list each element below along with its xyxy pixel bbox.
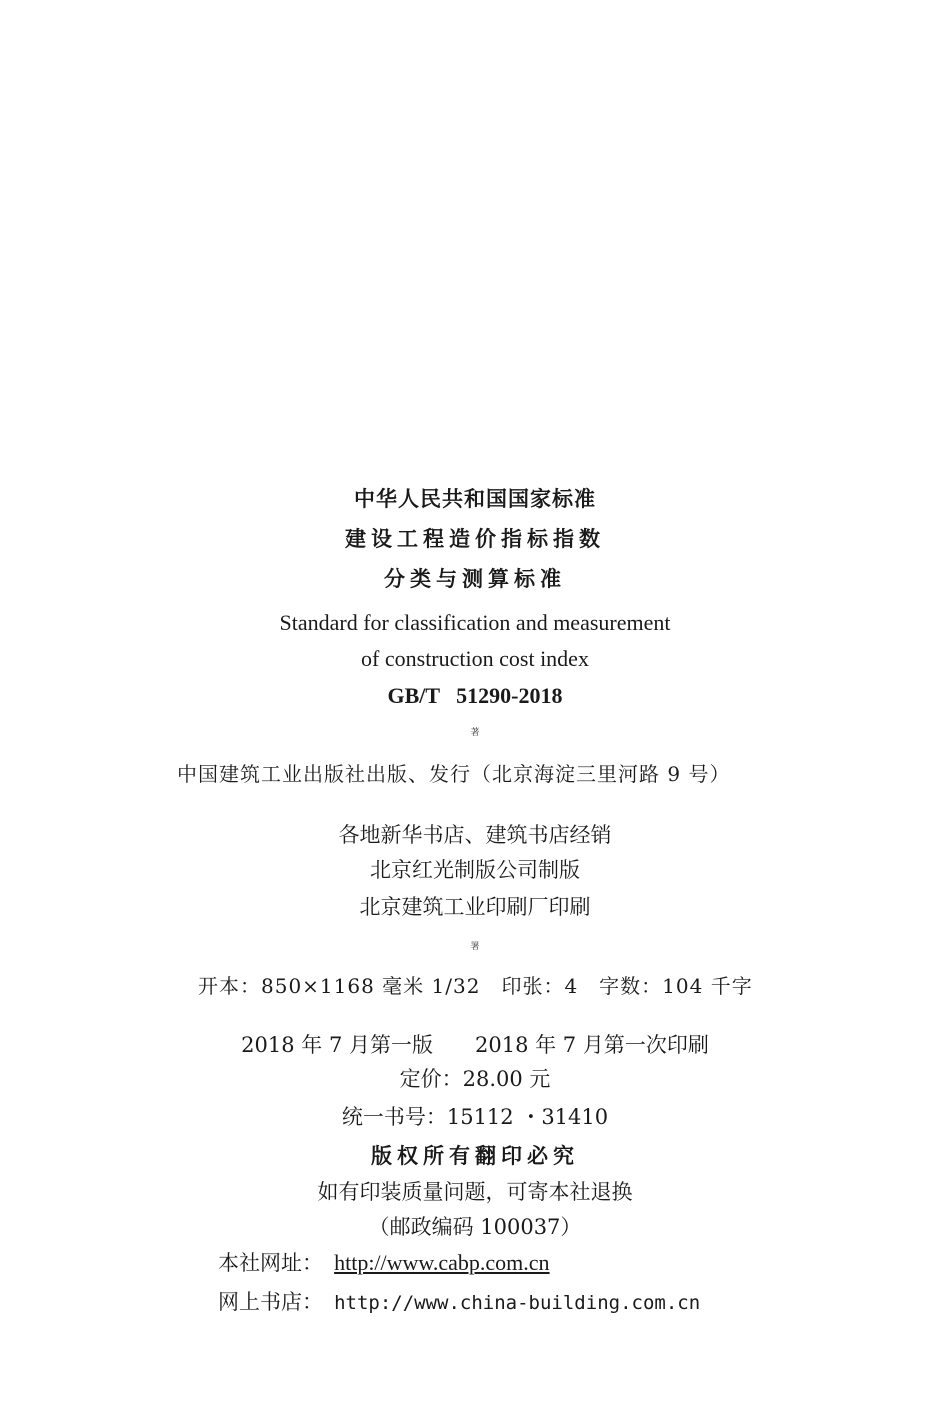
english-title-line2: of construction cost index <box>361 646 589 671</box>
standard-title-line1: 建设工程造价指标指数 <box>345 527 605 551</box>
website-link[interactable]: http://www.cabp.com.cn <box>334 1250 550 1275</box>
standard-category-title: 中华人民共和国国家标准 <box>354 487 596 511</box>
online-shop-url[interactable]: http://www.china-building.com.cn <box>334 1292 701 1314</box>
separator-mark-2: 署 <box>470 942 480 952</box>
price-line: 定价：28.00 元 <box>399 1067 551 1091</box>
standard-code: GB/T 51290-2018 <box>387 683 563 708</box>
standard-title-line2: 分类与测算标准 <box>384 567 566 591</box>
edition-line: 2018 年 7 月第一版 2018 年 7 月第一次印刷 <box>241 1033 709 1057</box>
publisher-line: 中国建筑工业出版社出版、发行（北京海淀三里河路 9 号） <box>177 762 731 786</box>
online-shop-row <box>218 1292 700 1313</box>
website-label: 本社网址： <box>218 1251 323 1275</box>
plate-making-line: 北京红光制版公司制版 <box>370 858 580 882</box>
website-row <box>218 1252 550 1274</box>
quality-note: 如有印装质量问题，可寄本社退换 <box>317 1180 633 1204</box>
online-shop-label: 网上书店： <box>218 1290 323 1314</box>
book-number-line: 统一书号：15112 ・31410 <box>341 1105 609 1129</box>
english-title-line1: Standard for classification and measurement <box>279 610 671 635</box>
separator-mark-1: 著 <box>470 728 480 738</box>
printing-line: 北京建筑工业印刷厂印刷 <box>359 895 591 919</box>
distribution-line: 各地新华书店、建筑书店经销 <box>338 823 612 847</box>
postcode-line: （邮政编码 100037） <box>368 1215 582 1239</box>
copyright-notice: 版权所有翻印必究 <box>371 1144 579 1168</box>
format-specs-line: 开本：850×1168 毫米 1/32 印张：4 字数：104 千字 <box>198 974 753 998</box>
